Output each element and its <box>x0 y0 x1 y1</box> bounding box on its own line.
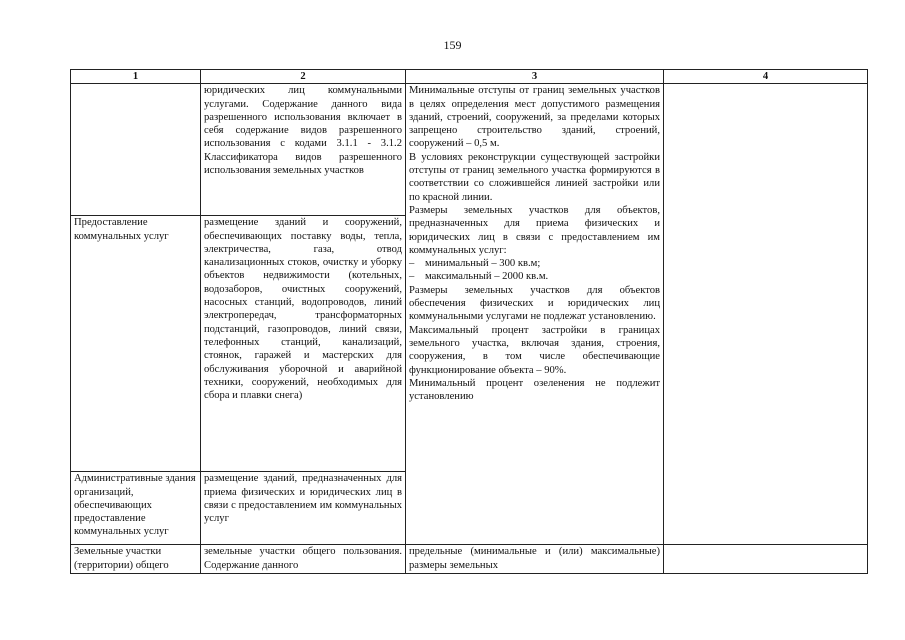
max-size-item: – максимальный – 2000 кв.м. <box>409 271 549 283</box>
row1-col2: юридических лиц коммунальными услугами. Содержание данного вида разрешенного использования включает в себя содержание видов разрешенного использования с кодами 3.1.1 - 3.1.2 Классификатора видов разрешенного использования земельных участков <box>201 84 406 216</box>
header-col-4: 4 <box>664 70 868 84</box>
min-size-item: – минимальный – 300 кв.м; <box>409 258 541 270</box>
max-coverage-text: Максимальный процент застройки в границах земельного участка, включая здания, строения, сооружения, в том числе обеспечивающие функционирование объекта – 90%. <box>409 324 660 376</box>
service-plot-size-text: Размеры земельных участков для объектов обеспечения физических и юридических лиц коммунальными услугами не подлежат установлению. <box>409 284 660 323</box>
row4-col2: земельные участки общего пользования. Содержание данного <box>201 545 406 574</box>
row1-col4 <box>664 84 868 545</box>
row3-col1: Административные здания организаций, обеспечивающих предоставление коммунальных услуг <box>71 472 201 545</box>
row4-col4 <box>664 545 868 574</box>
min-setback-text: Минимальные отступы от границ земельных участков в целях определения мест допустимого размещения зданий, строений, сооружений, за пределами которых запрещено строительство зданий, строений, сооружений – 0,5 м. <box>409 85 660 150</box>
requirements-cell <box>406 84 664 545</box>
row2-col2: размещение зданий и сооружений, обеспечивающих поставку воды, тепла, электричества, газа, отвод канализационных стоков, очистку и уборку объектов недвижимости (котельных, водозаборов, очистных сооружений, насосных станций, водопроводов, линий электропередач, трансформаторных подстанций, газопроводов, линий связи, телефонных станций, канализаций, стоянок, гаражей и мастерских для обслуживания уборочной и аварийной техники, сооружений, необходимых для сбора и плавки снега) <box>201 216 406 472</box>
min-greening-text: Минимальный процент озеленения не подлежит установлению <box>409 377 660 403</box>
row4-col1: Земельные участки (территории) общего <box>71 545 201 574</box>
row4-col3: предельные (минимальные и (или) максимальные) размеры земельных <box>406 545 664 574</box>
header-row <box>71 70 868 84</box>
header-col-2: 2 <box>201 70 406 84</box>
header-col-1: 1 <box>71 70 201 84</box>
page-number: 159 <box>443 38 462 52</box>
plot-size-text: Размеры земельных участков для объектов, предназначенных для приема физических и юридических лиц в связи с предоставлением им коммунальных услуг: <box>409 204 660 256</box>
reconstruction-text: В условиях реконструкции существующей застройки отступы от границ земельного участка формируются в соответствии со сложившейся линией застройки или по красной линии. <box>409 151 660 203</box>
row1-col1 <box>71 84 201 216</box>
land-use-table <box>70 69 868 574</box>
header-col-3: 3 <box>406 70 664 84</box>
row2-col1: Предоставление коммунальных услуг <box>71 216 201 472</box>
table-row <box>71 84 868 216</box>
row3-col2: размещение зданий, предназначенных для приема физических и юридических лиц в связи с предоставлением им коммунальных услуг <box>201 472 406 545</box>
table-row <box>71 545 868 574</box>
